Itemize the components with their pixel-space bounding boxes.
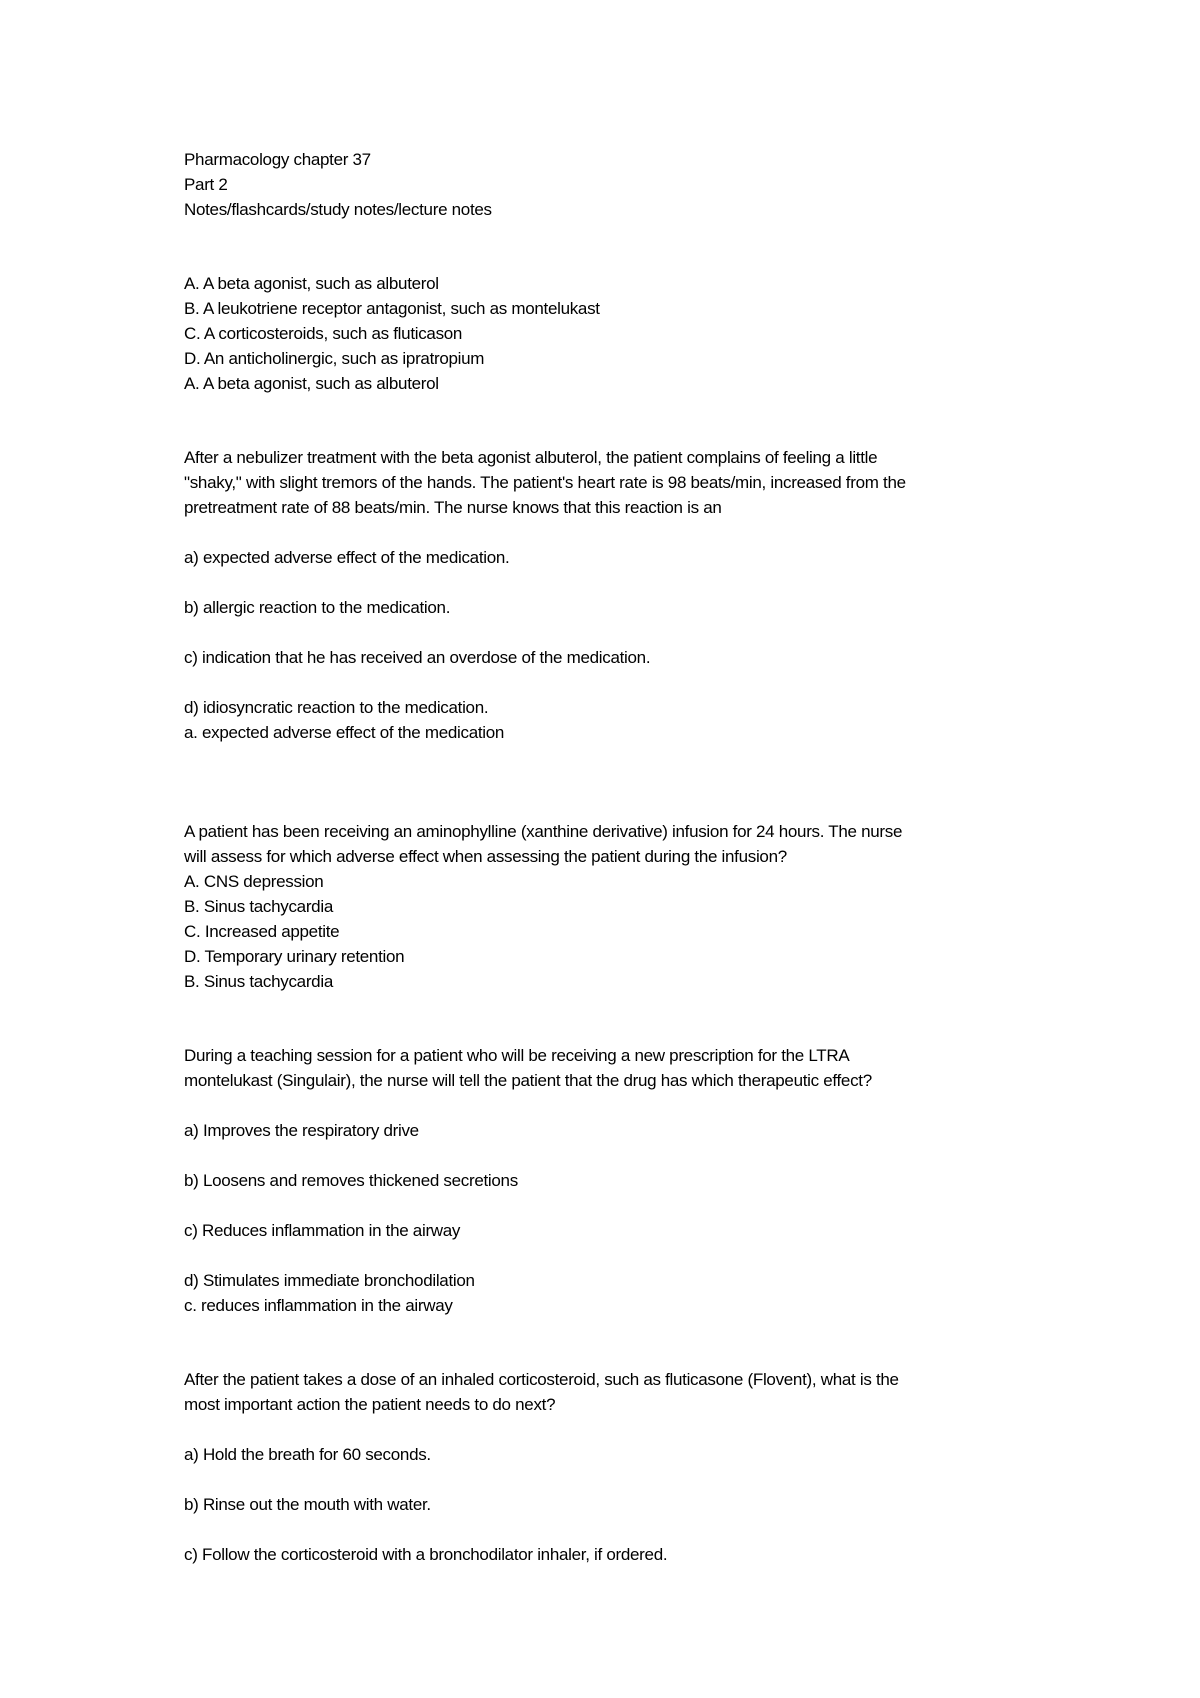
document-subtitle: Notes/flashcards/study notes/lecture notes <box>184 200 492 219</box>
answer-option: A. CNS depression <box>184 872 324 891</box>
spacer <box>184 994 1084 1043</box>
answer-option: b) allergic reaction to the medication. <box>184 598 451 617</box>
document-title: Pharmacology chapter 37 <box>184 150 371 169</box>
answer-option: d) idiosyncratic reaction to the medication. <box>184 698 489 717</box>
answer-option: a) Improves the respiratory drive <box>184 1121 419 1140</box>
spacer <box>184 520 1084 545</box>
correct-answer: A. A beta agonist, such as albuterol <box>184 374 439 393</box>
question-text: A patient has been receiving an aminophylline (xanthine derivative) infusion for 24 hours. The nurse <box>184 822 903 841</box>
document-part: Part 2 <box>184 175 228 194</box>
question-text: "shaky," with slight tremors of the hands. The patient's heart rate is 98 beats/min, increased from the <box>184 473 906 492</box>
question-text: montelukast (Singulair), the nurse will tell the patient that the drug has which therapeutic effect? <box>184 1071 872 1090</box>
question-text: After a nebulizer treatment with the beta agonist albuterol, the patient complains of feeling a little <box>184 448 878 467</box>
spacer <box>184 620 1084 645</box>
question-text: will assess for which adverse effect when assessing the patient during the infusion? <box>184 847 787 866</box>
spacer <box>184 1417 1084 1442</box>
answer-option: c) indication that he has received an overdose of the medication. <box>184 648 651 667</box>
answer-option: d) Stimulates immediate bronchodilation <box>184 1271 475 1290</box>
spacer <box>184 1243 1084 1268</box>
answer-option: B. Sinus tachycardia <box>184 897 333 916</box>
question-text: During a teaching session for a patient who will be receiving a new prescription for the LTRA <box>184 1046 850 1065</box>
spacer <box>184 1143 1084 1168</box>
spacer <box>184 1093 1084 1118</box>
question-text: After the patient takes a dose of an inhaled corticosteroid, such as fluticasone (Flovent), what is the <box>184 1370 899 1389</box>
answer-option: a) Hold the breath for 60 seconds. <box>184 1445 431 1464</box>
answer-option: C. Increased appetite <box>184 922 340 941</box>
answer-option: c) Follow the corticosteroid with a bronchodilator inhaler, if ordered. <box>184 1545 668 1564</box>
document-body <box>184 147 1084 1567</box>
correct-answer: c. reduces inflammation in the airway <box>184 1296 453 1315</box>
answer-option: C. A corticosteroids, such as fluticason <box>184 324 463 343</box>
spacer <box>184 396 1084 445</box>
answer-option: A. A beta agonist, such as albuterol <box>184 274 439 293</box>
answer-option: D. An anticholinergic, such as ipratropium <box>184 349 485 368</box>
spacer <box>184 570 1084 595</box>
answer-option: D. Temporary urinary retention <box>184 947 405 966</box>
correct-answer: B. Sinus tachycardia <box>184 972 333 991</box>
answer-option: c) Reduces inflammation in the airway <box>184 1221 461 1240</box>
spacer <box>184 1193 1084 1218</box>
answer-option: B. A leukotriene receptor antagonist, such as montelukast <box>184 299 600 318</box>
answer-option: b) Rinse out the mouth with water. <box>184 1495 431 1514</box>
spacer <box>184 1318 1084 1367</box>
spacer <box>184 745 1084 819</box>
spacer <box>184 222 1084 271</box>
spacer <box>184 1517 1084 1542</box>
question-text: pretreatment rate of 88 beats/min. The nurse knows that this reaction is an <box>184 498 722 517</box>
spacer <box>184 670 1084 695</box>
answer-option: b) Loosens and removes thickened secretions <box>184 1171 518 1190</box>
answer-option: a) expected adverse effect of the medication. <box>184 548 510 567</box>
question-text: most important action the patient needs to do next? <box>184 1395 556 1414</box>
correct-answer: a. expected adverse effect of the medication <box>184 723 505 742</box>
spacer <box>184 1467 1084 1492</box>
